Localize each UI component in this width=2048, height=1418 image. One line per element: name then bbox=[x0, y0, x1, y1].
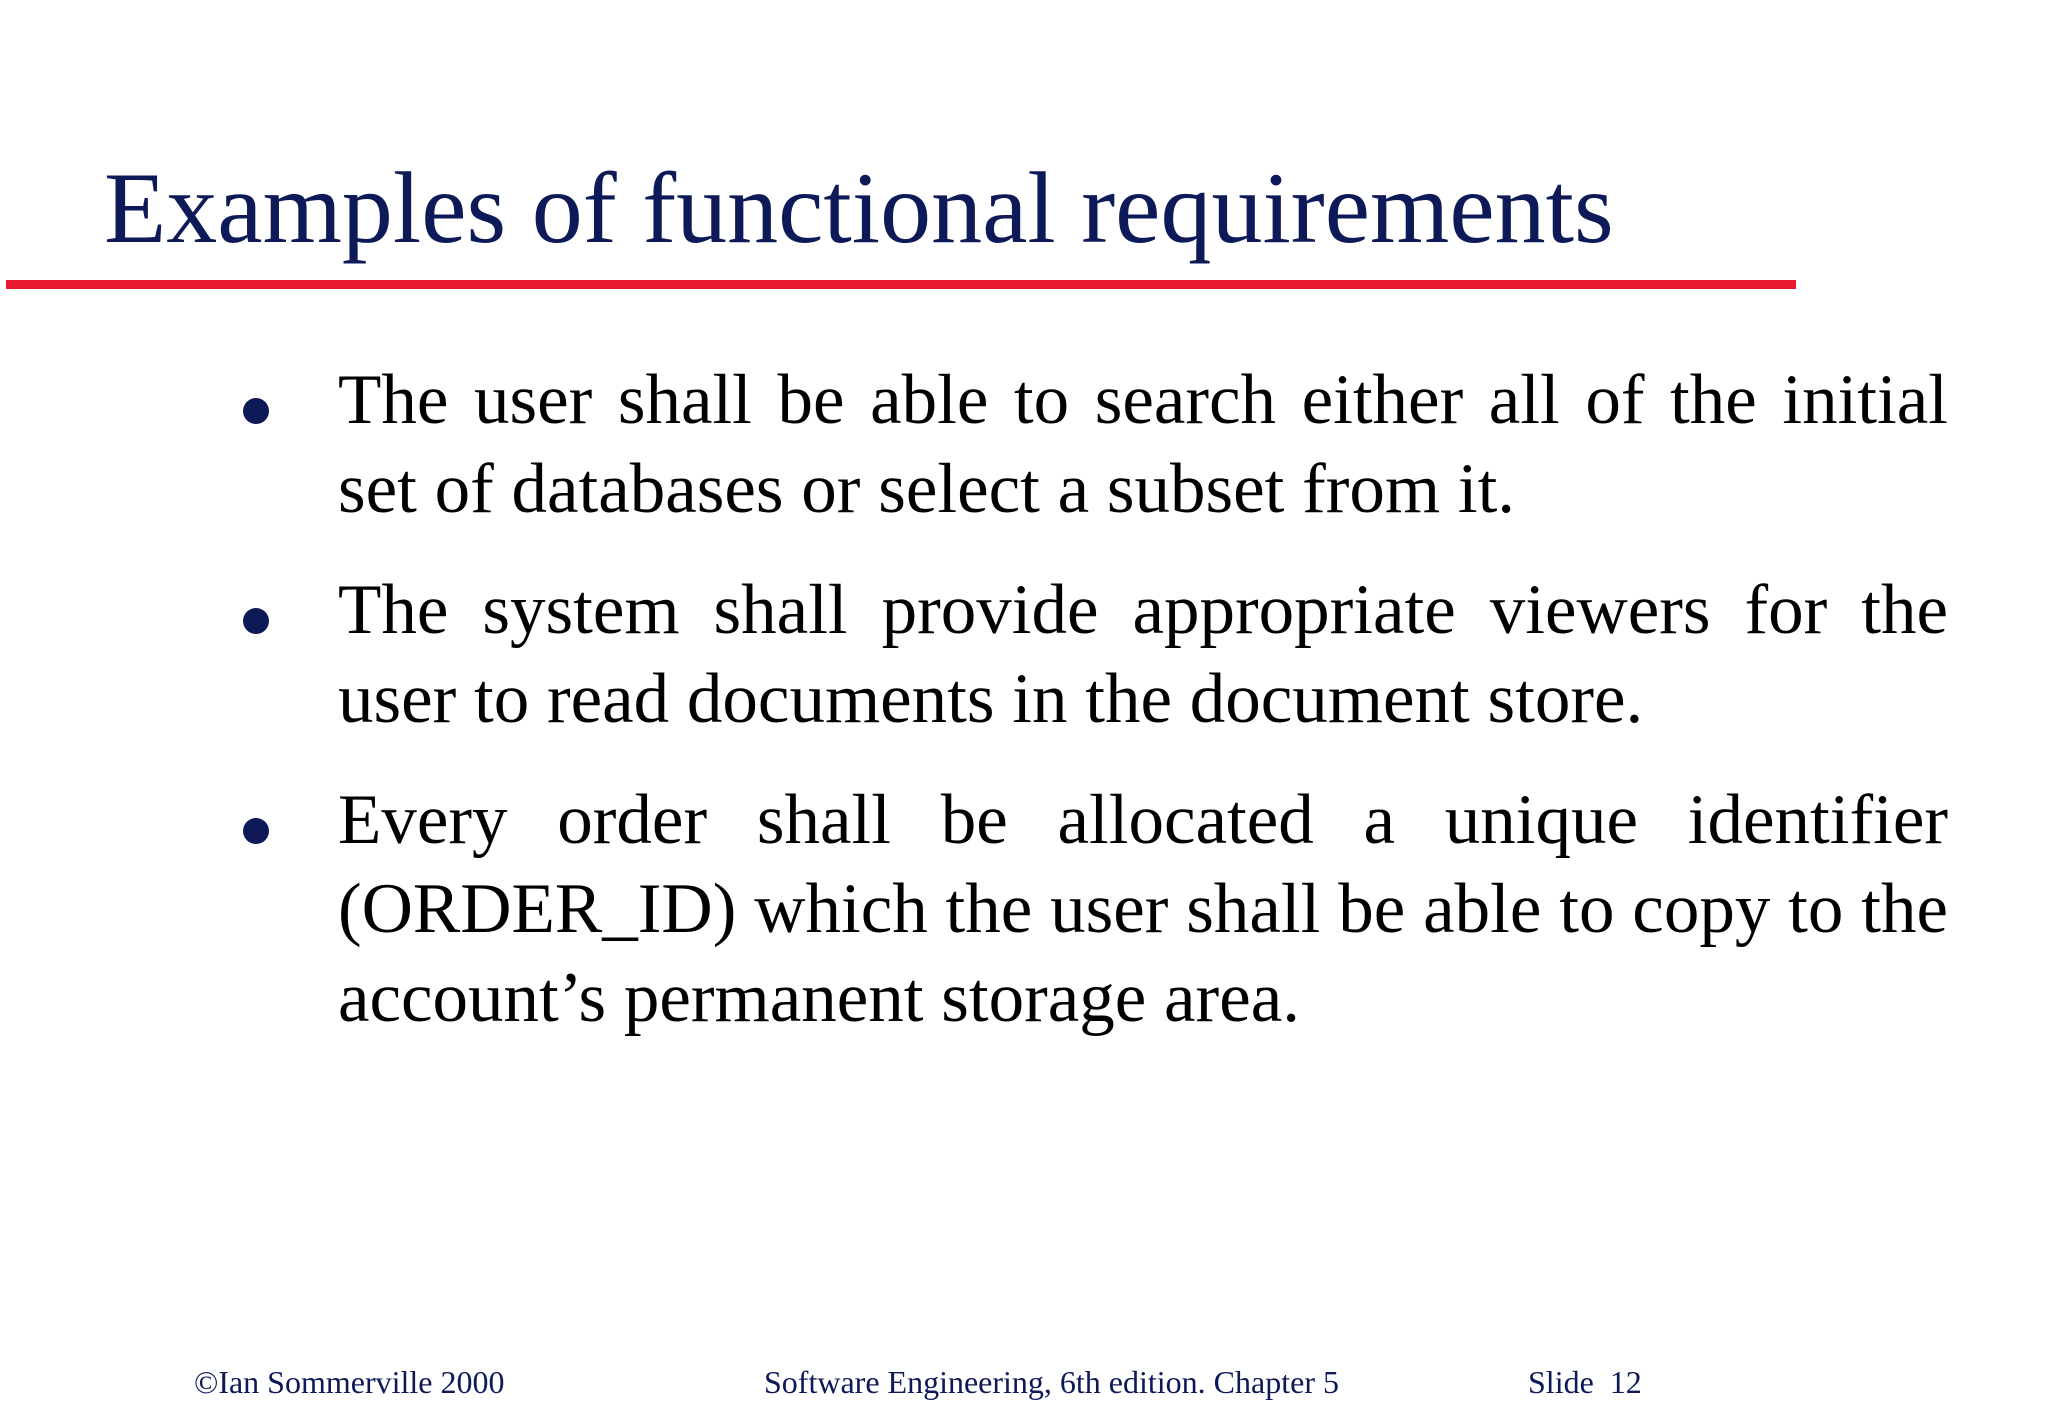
bullet-dot-icon bbox=[243, 608, 269, 634]
bullet-list bbox=[0, 356, 2048, 1075]
bullet-item bbox=[0, 776, 2048, 1043]
footer-slide-number: Slide 12 bbox=[1528, 1364, 1642, 1400]
bullet-text: Every order shall be allocated a unique identifier (ORDER_ID) which the user shall be able to copy to the account’s permanent storage area. bbox=[338, 781, 1948, 1037]
slide-title: Examples of functional requirements bbox=[104, 152, 1614, 265]
bullet-dot-icon bbox=[243, 398, 269, 424]
bullet-dot-icon bbox=[243, 818, 269, 844]
footer-copyright: ©Ian Sommerville 2000 bbox=[194, 1364, 505, 1400]
bullet-text: The user shall be able to search either all of the initial set of databases or select a subset from it. bbox=[338, 361, 1948, 528]
bullet-item bbox=[0, 566, 2048, 744]
title-underline-rule bbox=[6, 280, 1796, 289]
bullet-item bbox=[0, 356, 2048, 534]
footer-book-title: Software Engineering, 6th edition. Chapter 5 bbox=[764, 1364, 1339, 1400]
bullet-text: The system shall provide appropriate viewers for the user to read documents in the document store. bbox=[338, 571, 1948, 738]
